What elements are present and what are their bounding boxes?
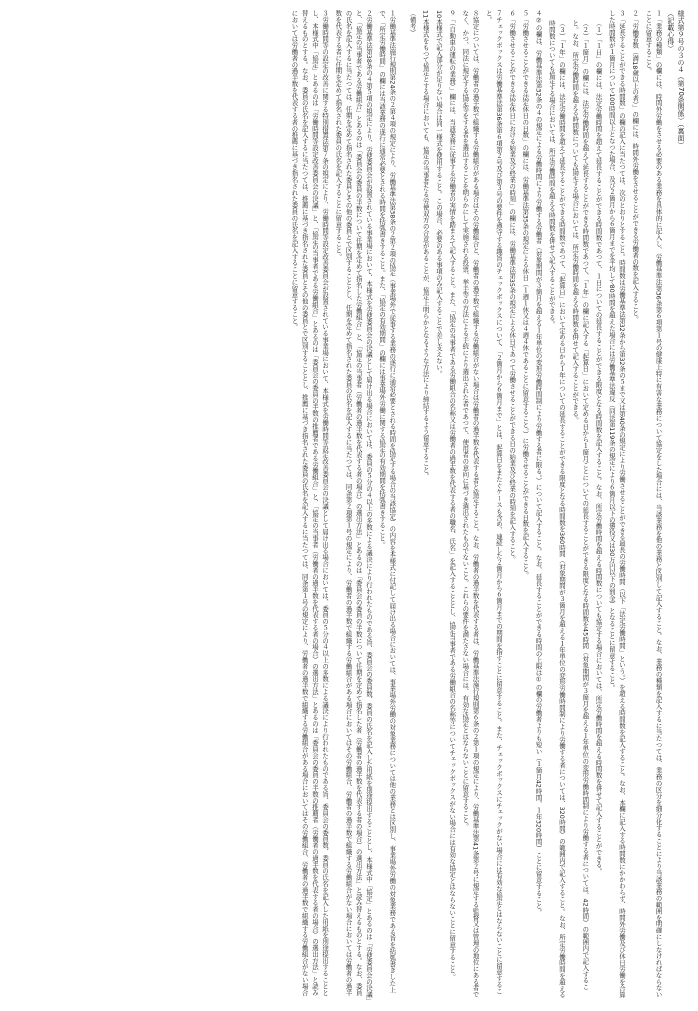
instruction-text: 「延長することができる時間数」の欄の記入に当たつては、次のとおりとすること。時間数は労働基準法第32条から第32条の５まで又は第40条の規定により労働させることができる最長の労働時間（以下「法定労働時間」という。）を超える時間数を記入すること。なお、本欄に記入する時間数にかかわらず、時間外労働及び休日労働を合算した時間数が１箇月について100時間以上となつた場合、及び２箇月から６箇月までを平均して80時間を超えた場合には労働基準法違反（同法第119条の規定により６箇月以下の懲役又は30万円以下の罰金）となることに留意すること。	[607, 10, 626, 998]
instruction-6	[507, 10, 517, 1001]
form-subtitle: （記載心得）	[666, 10, 675, 52]
instruction-text: チェックボックスは労働基準法第36条第６項第２号及び第３号の要件を遵守する趣旨のチェックボックスについて、「２箇月から６箇月まで」とは、起算日をまたぐケースも含め、連続した２箇月から６箇月までの期間を指すことに留意すること。また、チェックボックスにチェックがない場合には有効な協定とはならないことに留意すること。	[484, 10, 503, 995]
instruction-text: 本様式で記入部分が足りない場合は同一様式を使用すること。この場合、必要のある事項のみ記入することで差し支えない。	[434, 18, 443, 377]
instruction-3-2	[570, 10, 590, 1001]
instruction-text: 「労働させることができる法定休日の日数」の欄には、労働基準法第35条の規定による休日（１週１休又は４週４休であることに留意すること。）に労働させることができる日数を記入すること。	[521, 16, 530, 579]
note-1	[377, 10, 397, 1001]
instruction-number: ２	[631, 10, 640, 17]
instruction-4	[533, 10, 543, 1001]
instruction-3-1	[593, 10, 603, 1001]
form-title: 様式第９号の３の４（第70条関係）（裏面）	[677, 10, 685, 149]
instruction-10	[434, 10, 444, 1001]
instruction-text: 「労働させることができる法定休日における始業及び終業の時刻」の欄には、労働基準法第35条の規定による休日であつて労働させることができる日の始業及び終業の時刻を記入すること。	[508, 16, 517, 563]
instruction-8	[460, 10, 480, 1001]
instruction-text: 「（自動車の運転の業務）」欄には、当該業務に従事する労働者の実情を踏まえて記入すること。また、「協定の当事者である労働組合の名称又は労働者の過半数を代表する者の職名、氏名」を記入することとし、協定当事者である労働組合の名称等についてチェックボックスがない場合には有効な協定とはならないことに留意すること。	[448, 16, 457, 980]
instruction-number: （３）	[557, 20, 566, 40]
note-text: 労働基準法施行規則第24条の２第４項の規定により、労働基準法第38条の２第２項の協定（事業場外で従事する業務の遂行に通常必要とされる時間を協定する場合の当該協定）の内容を本様式に付記して届け出る場合においては、事業場外労働の対象業務については他の業務とは区別し、事業場外労働の対象業務である旨を括弧書きした上で、「所定労働時間」の欄には当該業務の遂行に通常必要とされる時間を括弧書きすること。また、「協定の有効期間」の欄には事業場外労働に関する協定の有効期間を括弧書きすること。	[378, 10, 397, 993]
instruction-number: ５	[521, 10, 530, 17]
note-text: 労働基準法第38条の４第５項の規定により、労使委員会が設置されている事業場において、本様式を労使委員会の決議として届け出る場合においては、委員の５分の４以上の多数による議決により行われたものである旨、委員会の委員数、委員の氏名を記入した用紙を別途提出することとし、本様式中「協定」とあるのは「労使委員会の決議」と、「協定の当事者である労働組合」とあるのは「委員会の委員の半数について任期を定めて指名した労働組合」と、「協定の当事者（労働者の過半数を代表する者の場合）の選出方法」とあるのは「委員会の委員の半数について任期を定めて指名した者（労働者の過半数を代表する者の場合）の選出方法」と読み替えるものとする。なお、委員の氏名を記入するに当たつては、任期を定めて指名された委員とその他の委員とで区別することとし、任期を定めて指名された委員の氏名を記入するに当たつては、同条第２項第１号の規定により、労働者の過半数で組織する労働組合がある場合においてはその労働組合、労働者の過半数で組織する労働組合がない場合においては労働者の過半数を代表する者に任期を定めて指名された委員の氏名を記入することに留意すること。	[334, 10, 373, 1001]
instruction-number: ９	[448, 10, 457, 17]
form-header	[666, 10, 686, 1001]
instruction-number: 10	[434, 10, 443, 19]
instruction-3	[607, 10, 627, 1001]
instruction-text: 「業務の種類」の欄には、時間外労働をさせる必要のある業務を具体的に記入し、労働基準法第36条第６項第１号の健康上特に有害な業務について協定をした場合には、当該業務を他の業務と区別して記入すること。なお、業務の種類を記入するに当たつては、業務の区分を細分化することにより当該業務の範囲を明確にしなければならないことに留意すること。	[644, 10, 663, 998]
note-2	[333, 10, 374, 1001]
instruction-number: 11	[421, 10, 430, 19]
instruction-number: １	[654, 10, 663, 17]
instruction-text: 「労働者数（満18歳以上の者）」の欄には、時間外労働をさせることができる労働者の数を記入すること。	[631, 16, 640, 323]
note-3	[289, 10, 330, 1001]
instruction-2	[630, 10, 640, 1001]
instruction-number: （２）	[581, 20, 590, 40]
instruction-text: 「１日」の欄には、法定労働時間を超えて延長することができる時間数であつて、１日についての延長することができる限度となる時間数を記入すること。なお、所定労働時間を超える時間数についても協定する場合においては、所定労働時間を超える時間数を併せて記入することができる。	[594, 39, 603, 875]
instruction-number: ４	[534, 10, 543, 17]
instruction-number: （１）	[594, 20, 603, 40]
instruction-1	[643, 10, 663, 1001]
notes-heading	[407, 10, 417, 1001]
instruction-text: 協定については、労働者の過半数で組織する労働組合がある場合はその労働組合と、労働者の過半数で組織する労働組合がない場合は労働者の過半数を代表する者と協定すること。なお、労働者の過半数を代表する者は、労働基準法施行規則第６条の２第１項の規定により、労働基準法第41条第２号に規定する監督又は管理の地位にある者でなく、かつ、同法に規定する協定等をする者を選出することを明らかにして実施される投票、挙手等の方法による手続により選出された者であつて、使用者の意向に基づき選出されたものでないこと。これらの要件を満たさない場合には、有効な協定とはならないことに留意すること。	[461, 10, 480, 998]
instruction-text: 「１年」の欄には、法定労働時間を超えて延長することができる時間数であつて、「起算日」において定める日から１年についての延長することができる限度となる時間数を360時間（対象期間が３箇月を超える１年単位の変形労働時間制により労働する者については、320時間）の範囲内で記入すること。なお、所定労働時間を超える時間数についても協定する場合においては、所定労働時間を超える時間数を併せて記入することができる。	[547, 20, 566, 998]
instruction-number: ７	[494, 10, 503, 17]
instruction-number: ３	[617, 10, 626, 17]
instruction-text: 本様式をもつて協定とする場合においても、協定の当事者たる労使双方の合意があることが、協定上明らかとなるような方法により締結するよう留意すること。	[421, 18, 430, 479]
instruction-number: ８	[471, 10, 480, 17]
instruction-text: ②の欄は、労働基準法第32条の４の規定による労働時間により労働する労働者（対象期間が３箇月を超える１年単位の変形労働時間制により労働する者に限る。）について記入すること。なお、延長することができる時間の上限は①の欄の労働者よりも短い（１箇月42時間、１年320時間）ことに留意すること。	[534, 16, 543, 916]
note-number: １	[388, 10, 397, 17]
note-number: ２	[364, 10, 373, 17]
instruction-number: ６	[508, 10, 517, 17]
instruction-9	[447, 10, 457, 1001]
instruction-11	[421, 10, 431, 1001]
note-number: ３	[321, 10, 330, 17]
instruction-5	[520, 10, 530, 1001]
instruction-7	[484, 10, 504, 1001]
notes-title: （備考）	[408, 10, 417, 36]
instruction-3-3	[547, 10, 567, 1001]
instruction-text: 「１箇月」の欄には、法定労働時間を超えて延長することができる時間数であつて、「１年」の欄に記入する「起算日」において定める日から１箇月ごとについての延長することができる限度となる時間数を45時間（対象期間が３箇月を超える１年単位の変形労働時間制により労働する者については、42時間）の範囲内で記入すること。なお、所定労働時間を超える時間数についても協定する場合においては、所定労働時間を超える時間数を併せて記入することができる。	[571, 20, 590, 990]
note-text: 労働時間等の設定の改善に関する特別措置法第７条の規定により、労働時間等設定改善委員会が設置されている事業場において、本様式を労働時間等設定改善委員会の決議として届け出る場合においては、委員の５分の４以上の多数による議決により行われたものである旨、委員会の委員数、委員の氏名を記入した用紙を別途提出することとし、本様式中「協定」とあるのは「労働時間等設定改善委員会の決議」と、「協定の当事者である労働組合」とあるのは「委員会の委員の半数の推薦者である労働組合」と、「協定の当事者（労働者の過半数を代表する者の場合）の選出方法」とあるのは「委員会の委員の半数の推薦者（労働者の過半数を代表する者の場合）の選出方法」と読み替えるものとする。なお、委員の氏名を記入するに当たつては、推薦に基づき指名された委員とその他の委員とで区別することとし、推薦に基づき指名された委員の氏名を記入するに当たつては、同条第１号の規定により、労働者の過半数で組織する労働組合がある場合においてはその労働組合、労働者の過半数で組織する労働組合がない場合においては労働者の過半数を代表する者の推薦に基づき指名された委員の氏名を記入することに留意すること。	[290, 10, 330, 996]
